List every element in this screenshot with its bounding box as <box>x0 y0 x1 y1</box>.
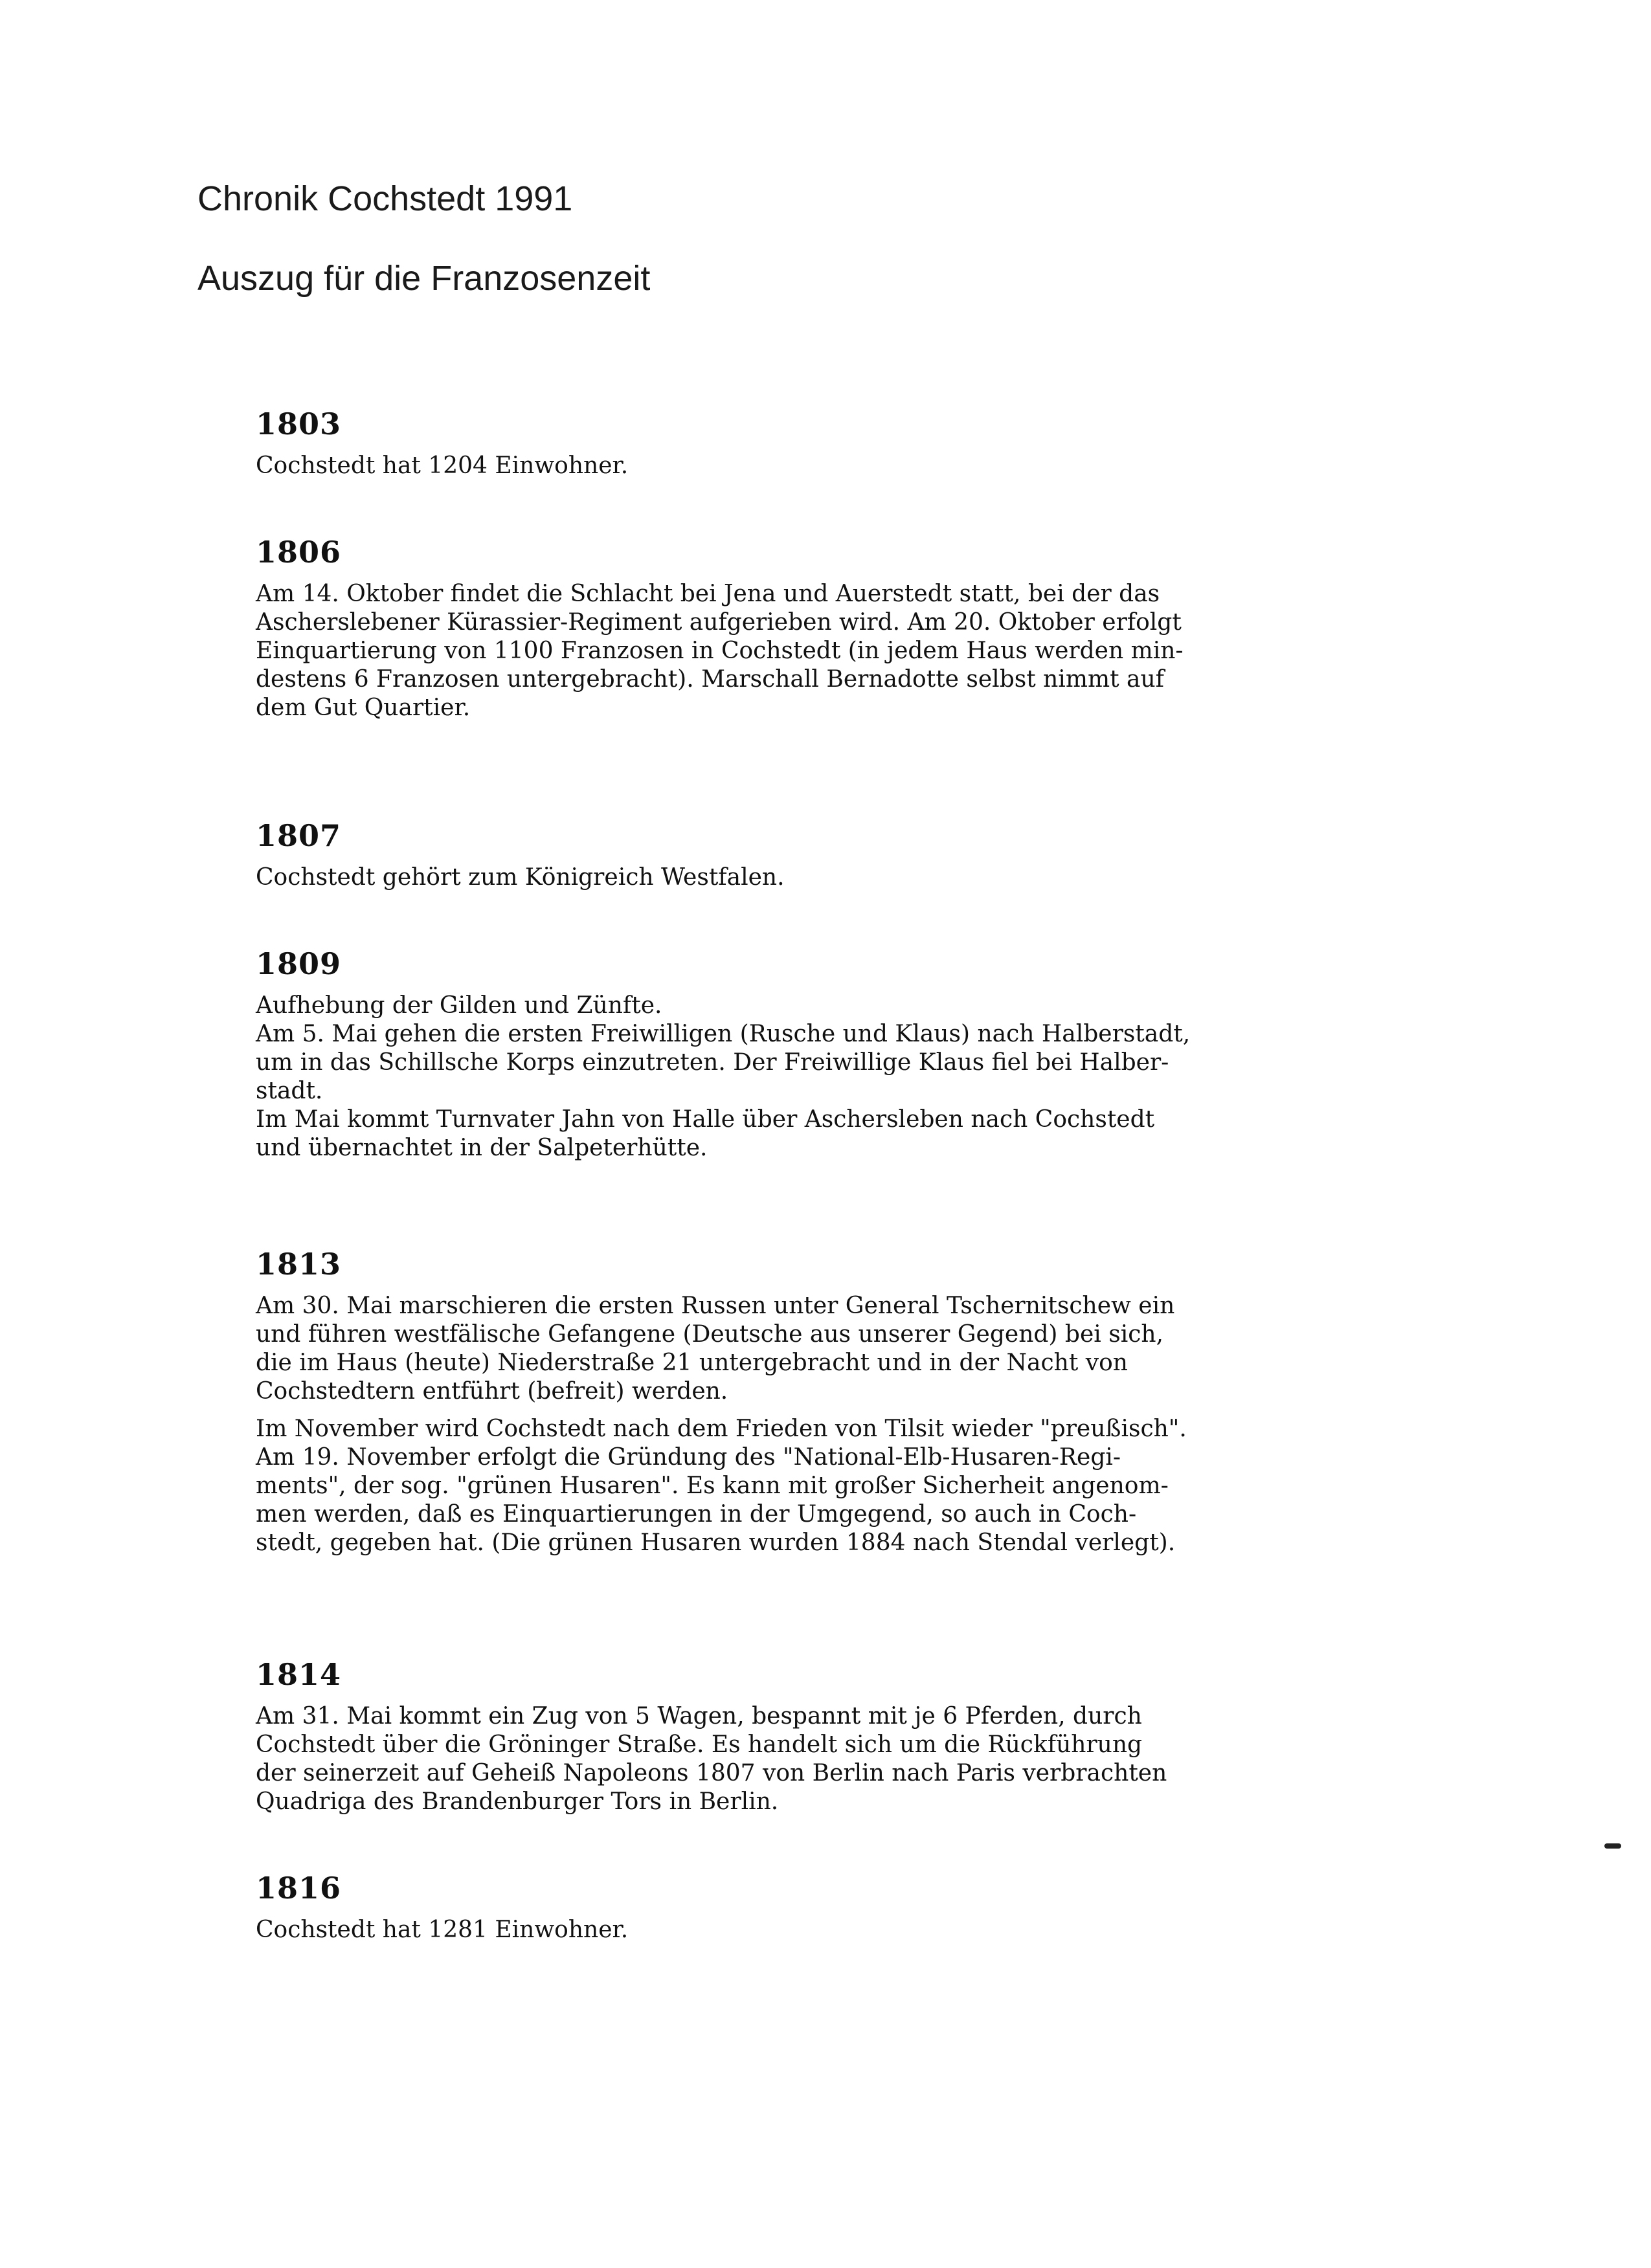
entry-text: Aufhebung der Gilden und Zünfte. Am 5. Mai gehen die ersten Freiwilligen (Rusche und Klaus) nach Halberstadt, um in das Schillsche Korps einzutreten. Der Freiwillige Klaus fiel bei Halber- stadt. Im Mai kommt Turnvater Jahn von Halle über Aschersleben nach Cochstedt und übernachtet in der Salpeterhütte. <box>256 992 1191 1161</box>
entry-text: Am 31. Mai kommt ein Zug von 5 Wagen, bespannt mit je 6 Pferden, durch Cochstedt über die Gröninger Straße. Es handelt sich um die Rückführung der seinerzeit auf Geheiß Napoleons 1807 von Berlin nach Paris verbrachten Quadriga des Brandenburger Tors in Berlin. <box>256 1703 1167 1815</box>
document-subtitle: Auszug für die Franzosenzeit <box>197 259 651 298</box>
chronicle-entry-1803 <box>256 406 1369 480</box>
entry-text: Im November wird Cochstedt nach dem Frieden von Tilsit wieder "preußisch". Am 19. November erfolgt die Gründung des "National-Elb-Husaren-Regi- ments", der sog. "grünen Husaren". Es kann mit großer Sicherheit angenom- men werden, daß es Einquartierungen in der Umgegend, so auch in Coch- stedt, gegeben hat. (Die grünen Husaren wurden 1884 nach Stendal verlegt). <box>256 1416 1187 1556</box>
chronicle-entry-1806 <box>256 537 1369 722</box>
entry-year: 1803 <box>256 406 342 441</box>
entry-year: 1816 <box>256 1871 342 1906</box>
entry-text: Am 30. Mai marschieren die ersten Russen unter General Tschernitschew ein und führen westfälische Gefangene (Deutsche aus unserer Gegend) bei sich, die im Haus (heute) Niederstraße 21 untergebracht und in der Nacht von Cochstedtern entführt (befreit) werden. <box>256 1293 1175 1405</box>
entry-year: 1814 <box>256 1657 342 1692</box>
entry-year: 1809 <box>256 946 342 981</box>
chronicle-entry-1813 <box>256 1249 1369 1557</box>
entry-text: Cochstedt hat 1281 Einwohner. <box>256 1917 629 1943</box>
chronicle-entry-1807 <box>256 818 1369 892</box>
chronicle-entry-1816 <box>256 1873 1369 1944</box>
entry-text: Am 14. Oktober findet die Schlacht bei Jena und Auerstedt statt, bei der das Ascherslebener Kürassier-Regiment aufgerieben wird. Am 20. Oktober erfolgt Einquartierung von 1100 Franzosen in Cochstedt (in jedem Haus werden min- destens 6 Franzosen untergebracht). Marschall Bernadotte selbst nimmt auf dem Gut Quartier. <box>256 581 1184 721</box>
chronicle-entry-1809 <box>256 946 1369 1162</box>
entry-year: 1807 <box>256 818 342 853</box>
document-title: Chronik Cochstedt 1991 <box>197 179 573 218</box>
entry-text: Cochstedt hat 1204 Einwohner. <box>256 452 629 479</box>
document-header <box>197 180 650 298</box>
chronicle-entry-1814 <box>256 1657 1369 1816</box>
scan-speck <box>1604 1843 1621 1849</box>
entry-year: 1806 <box>256 535 342 570</box>
entry-year: 1813 <box>256 1247 342 1282</box>
entry-text: Cochstedt gehört zum Königreich Westfalen. <box>256 864 785 891</box>
